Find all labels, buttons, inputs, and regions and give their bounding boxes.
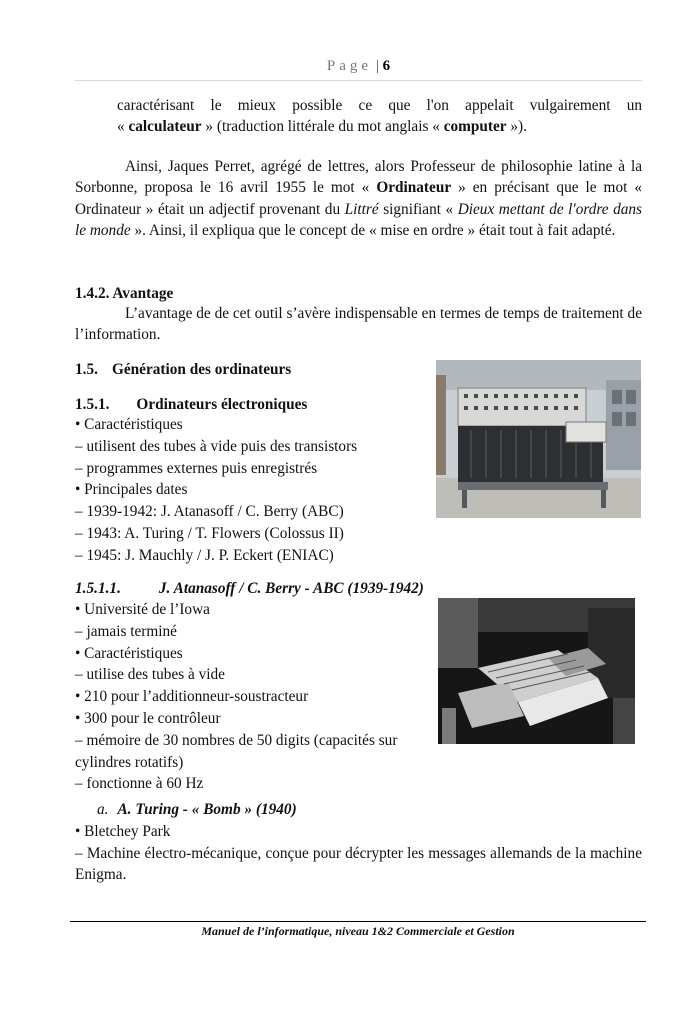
list-item: – jamais terminé [75, 622, 177, 640]
term-calculateur: calculateur [128, 118, 202, 136]
heading-letter: a. [97, 801, 109, 818]
list-abc [75, 599, 430, 795]
list-item: • Caractéristiques [75, 416, 183, 433]
paragraph-ordinateur: Ainsi, Jaques Perret, agrégé de lettres, alors Professeur de philosophie latine à la Sorbonne, proposa le 16 avril 1955 le mot « Ordinateur » en précisant que le mot « Ordinateur » était un adjectif provenant du Littré signifiant « Dieux mettant de l'ordre dans le monde ». Ainsi, il expliqua que le concept de « mise en ordre » était tout à fait adapté. [75, 158, 643, 239]
list-item: – 1939-1942: J. Atanasoff / C. Berry (ABC) [75, 503, 344, 521]
heading-1-5-1 [75, 394, 307, 415]
quote-definition: Dieux mettant de l'ordre dans le monde [75, 200, 643, 239]
page-header [75, 58, 642, 80]
paragraph-continuation [117, 95, 642, 138]
list-item: • Principales dates [75, 481, 188, 499]
paragraph-line: caractérisant le mieux possible ce que l'on appelait vulgairement un [117, 97, 642, 114]
term-computer: computer [443, 118, 507, 136]
list-item: – mémoire de 30 nombres de 50 digits (capacités sur [75, 731, 398, 749]
heading-title: Génération des ordinateurs [111, 361, 292, 378]
heading-bomb [97, 799, 297, 820]
list-item: – 1943: A. Turing / T. Flowers (Colossus II) [75, 524, 344, 542]
list-item: cylindres rotatifs) [75, 753, 184, 771]
footer-divider [70, 921, 646, 922]
header-divider [75, 80, 642, 81]
list-item: • Caractéristiques [75, 644, 183, 662]
page-label: Page [326, 58, 373, 74]
heading-title: A. Turing - « Bomb » (1940) [117, 801, 297, 818]
list-item: • 300 pour le contrôleur [75, 709, 221, 727]
list-ordinateurs-electroniques [75, 414, 430, 567]
term-littre: Littré [344, 200, 379, 218]
list-item: – programmes externes puis enregistrés [75, 459, 318, 477]
page-footer: Manuel de l’informatique, niveau 1&2 Commerciale et Gestion [201, 924, 515, 938]
list-item: – utilisent des tubes à vide puis des transistors [75, 437, 358, 455]
list-item: – 1945: J. Mauchly / J. P. Eckert (ENIAC) [75, 546, 334, 564]
heading-1-4-2: 1.4.2. Avantage [75, 285, 174, 302]
paragraph-avantage: L’avantage de de cet outil s’avère indispensable en termes de temps de traitement de l’information. [75, 305, 642, 344]
list-item: – utilise des tubes à vide [75, 666, 225, 684]
page-number: 6 [382, 58, 391, 74]
heading-title: J. Atanasoff / C. Berry - ABC (1939-1942) [158, 580, 424, 597]
abc-machine-photo [438, 598, 635, 744]
list-item: • Université de l’Iowa [75, 601, 210, 618]
term-ordinateur: Ordinateur [376, 179, 452, 197]
list-item: – fonctionne à 60 Hz [75, 775, 204, 793]
list-item: • 210 pour l’additionneur-soustracteur [75, 688, 309, 706]
heading-1-5-1-1 [75, 578, 424, 599]
heading-title: Ordinateurs électroniques [136, 396, 308, 413]
computer-photo [436, 360, 641, 518]
list-item: • Bletchey Park [75, 823, 171, 840]
paragraph-enigma: – Machine électro-mécanique, conçue pour décrypter les messages allemands de la machine Enigma. [75, 845, 642, 884]
paragraph-line: « calculateur » (traduction littérale du mot anglais « computer »). [117, 118, 527, 136]
page-separator: | [375, 58, 379, 74]
heading-1-5 [75, 359, 291, 380]
heading-number: 1.5. [75, 361, 98, 378]
heading-number: 1.5.1.1. [75, 580, 121, 597]
heading-number: 1.5.1. [75, 396, 110, 413]
